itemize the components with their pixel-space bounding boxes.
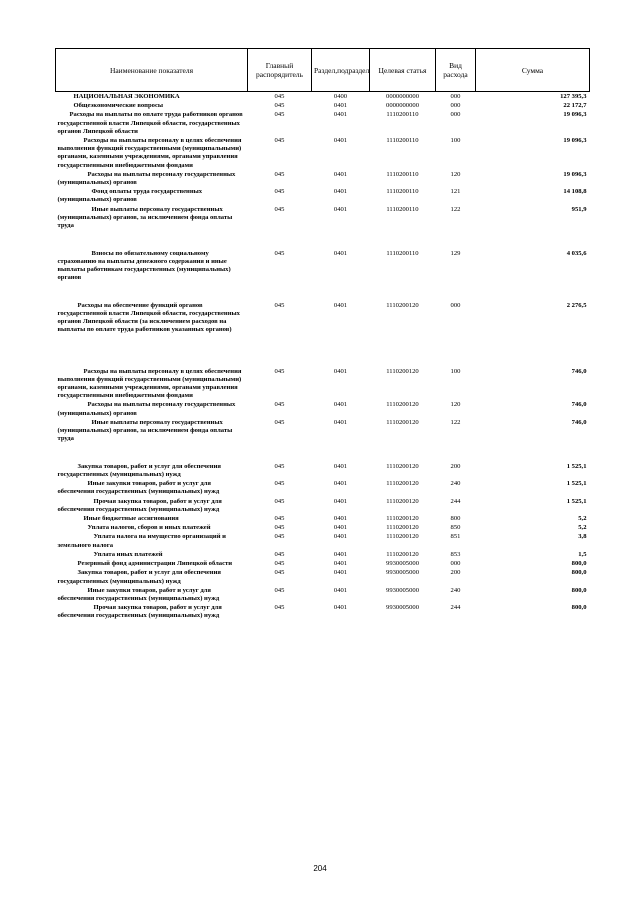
cell-sum: 1 525,1: [566, 497, 587, 505]
cell-type: 800: [450, 515, 461, 523]
cell-name: Прочая закупка товаров, работ и услуг для обеспечения государственных (муниципальных) нужд: [57, 604, 222, 620]
header-type: Вид расхода: [436, 49, 476, 92]
cell-article: 1110200120: [386, 462, 419, 470]
cell-sum: 2 276,5: [566, 301, 587, 309]
cell-sum: 127 395,3: [476, 92, 590, 102]
table-row: [56, 205, 590, 249]
cell-admin: 045: [274, 604, 285, 612]
table-row: [56, 367, 590, 401]
cell-type: 100: [450, 137, 461, 145]
cell-type: 000: [450, 102, 461, 110]
cell-admin: 045: [274, 560, 285, 568]
cell-name: Уплата налогов, сборов и иных платежей: [87, 524, 211, 532]
cell-article: 1110200110: [386, 111, 419, 119]
table-row: [56, 110, 590, 136]
table-row: [56, 514, 590, 523]
cell-sum: 746,0: [571, 418, 587, 426]
cell-type: 000: [450, 560, 461, 568]
cell-type: 122: [450, 205, 461, 213]
table-row: [56, 301, 590, 367]
cell-article: 1110200120: [386, 401, 419, 409]
cell-type: 200: [450, 569, 461, 577]
cell-name: Уплата налога на имущество организаций и земельного налога: [57, 533, 226, 549]
table-row: [56, 568, 590, 585]
cell-sum: 1 525,1: [566, 462, 587, 470]
cell-section: 0400: [312, 92, 370, 102]
cell-admin: 045: [274, 188, 285, 196]
cell-type: 121: [450, 188, 461, 196]
cell-section: 0401: [333, 515, 348, 523]
table-row: [56, 92, 590, 102]
cell-admin: 045: [274, 533, 285, 541]
cell-name: Иные выплаты персоналу государственных (муниципальных) органов, за исключением фонда оплаты труда: [57, 205, 233, 230]
cell-sum: 800,0: [571, 560, 587, 568]
cell-sum: 3,8: [578, 533, 587, 541]
cell-type: 100: [450, 367, 461, 375]
cell-article: 1110200120: [386, 550, 419, 558]
cell-article: 1110200120: [386, 367, 419, 375]
cell-sum: 19 096,3: [563, 137, 587, 145]
cell-admin: 045: [274, 497, 285, 505]
cell-name: Фонд оплаты труда государственных (муниципальных) органов: [57, 188, 203, 204]
cell-article: 0000000000: [370, 92, 436, 102]
cell-admin: 045: [274, 249, 285, 257]
cell-sum: 951,9: [571, 205, 587, 213]
table-row: [56, 170, 590, 187]
cell-article: 9930005000: [386, 569, 419, 577]
cell-sum: 746,0: [571, 401, 587, 409]
table-row: [56, 249, 590, 301]
header-article: Целевая статья: [370, 49, 436, 92]
cell-name: Расходы на выплаты персоналу государственных (муниципальных) органов: [57, 401, 236, 417]
cell-type: 000: [450, 111, 461, 119]
cell-article: 9930005000: [386, 604, 419, 612]
cell-type: 850: [450, 524, 461, 532]
cell-admin: 045: [274, 418, 285, 426]
cell-admin: 045: [274, 111, 285, 119]
cell-section: 0401: [333, 188, 348, 196]
cell-name: Взносы по обязательному социальному страхованию на выплаты денежного содержания и иные выплаты работникам государственных (муниципальных) органов: [57, 249, 231, 282]
cell-name: Расходы на обеспечение функций органов государственной власти Липецкой области, государственных органов Липецкой области (за исключением расходов на выплаты по оплате труда работников указанных органов): [57, 301, 240, 334]
table-row: [56, 523, 590, 532]
cell-section: 0401: [333, 462, 348, 470]
table-row: [56, 603, 590, 620]
cell-section: 0401: [333, 418, 348, 426]
table-header: [56, 49, 590, 92]
cell-sum: 19 096,3: [563, 111, 587, 119]
cell-article: 1110200120: [386, 533, 419, 541]
cell-sum: 1 525,1: [566, 480, 587, 488]
cell-article: 1110200120: [386, 524, 419, 532]
table-row: [56, 586, 590, 603]
cell-name: Резервный фонд администрации Липецкой области: [77, 560, 233, 568]
cell-admin: 045: [274, 401, 285, 409]
cell-section: 0401: [333, 205, 348, 213]
cell-type: 244: [450, 497, 461, 505]
cell-admin: 045: [274, 170, 285, 178]
table-row: [56, 136, 590, 170]
table-body: [56, 92, 590, 621]
cell-section: 0401: [333, 497, 348, 505]
cell-section: 0401: [333, 111, 348, 119]
cell-section: 0401: [333, 560, 348, 568]
cell-article: 1110200120: [386, 497, 419, 505]
cell-admin: 045: [274, 480, 285, 488]
table-row: [56, 550, 590, 559]
cell-article: 1110200120: [386, 480, 419, 488]
header-sum: Сумма: [476, 49, 590, 92]
table-row: [56, 462, 590, 479]
cell-sum: 4 035,6: [566, 249, 587, 257]
cell-name: Иные бюджетные ассигнования: [83, 515, 179, 523]
cell-article: 1110200120: [386, 301, 419, 309]
cell-article: 1110200110: [386, 249, 419, 257]
cell-section: 0401: [333, 569, 348, 577]
cell-admin: 045: [274, 515, 285, 523]
cell-admin: 045: [274, 586, 285, 594]
cell-name: Расходы на выплаты персоналу в целях обеспечения выполнения функций государственными (муниципальными) органами, казенными учреждениями, органами управления государственными внебюджетными фондами: [57, 137, 242, 169]
cell-article: 0000000000: [386, 102, 419, 110]
cell-type: 120: [450, 401, 461, 409]
cell-type: 851: [450, 533, 461, 541]
cell-section: 0401: [333, 367, 348, 375]
table-row: [56, 479, 590, 496]
cell-type: 120: [450, 170, 461, 178]
cell-name: Общеэкономические вопросы: [73, 102, 164, 110]
cell-name: Иные выплаты персоналу государственных (муниципальных) органов, за исключением фонда оплаты труда: [57, 418, 233, 443]
cell-type: 200: [450, 462, 461, 470]
cell-type: 122: [450, 418, 461, 426]
cell-section: 0401: [333, 137, 348, 145]
cell-article: 1110200120: [386, 515, 419, 523]
header-name: Наименование показателя: [56, 49, 248, 92]
cell-article: 1110200110: [386, 205, 419, 213]
cell-section: 0401: [333, 102, 348, 110]
cell-type: 000: [450, 301, 461, 309]
cell-type: 853: [450, 550, 461, 558]
cell-name: Закупка товаров, работ и услуг для обеспечения государственных (муниципальных) нужд: [57, 569, 221, 585]
cell-sum: 800,0: [571, 586, 587, 594]
cell-name: Расходы на выплаты персоналу государственных (муниципальных) органов: [57, 170, 236, 187]
cell-section: 0401: [333, 301, 348, 309]
cell-section: 0401: [333, 401, 348, 409]
cell-article: 1110200110: [386, 137, 419, 145]
cell-name: Прочая закупка товаров, работ и услуг для обеспечения государственных (муниципальных) нужд: [57, 497, 222, 513]
cell-section: 0401: [333, 550, 348, 558]
cell-name: Иные закупки товаров, работ и услуг для обеспечения государственных (муниципальных) нужд: [57, 586, 220, 602]
cell-admin: 045: [274, 569, 285, 577]
cell-section: 0401: [333, 604, 348, 612]
header-admin: Главный распорядитель: [248, 49, 312, 92]
header-section: Раздел,подраздел: [312, 49, 370, 92]
cell-sum: 22 172,7: [563, 102, 587, 110]
cell-sum: 14 108,8: [563, 188, 587, 196]
budget-table: [55, 48, 590, 621]
table-row: [56, 497, 590, 514]
cell-admin: 045: [248, 92, 312, 102]
table-row: [56, 400, 590, 417]
table-row: [56, 559, 590, 568]
cell-article: 1110200110: [386, 188, 419, 196]
cell-type: 240: [450, 480, 461, 488]
cell-type: 240: [450, 586, 461, 594]
cell-article: 9930005000: [386, 586, 419, 594]
table-row: [56, 532, 590, 549]
cell-section: 0401: [333, 249, 348, 257]
cell-name: Иные закупки товаров, работ и услуг для обеспечения государственных (муниципальных) нужд: [57, 480, 220, 496]
cell-admin: 045: [274, 205, 285, 213]
cell-sum: 5,2: [578, 515, 587, 523]
cell-name: Расходы на выплаты персоналу в целях обеспечения выполнения функций государственными (муниципальными) органами, казенными учреждениями, органами управления государственными внебюджетными фондами: [57, 367, 242, 400]
table-row: [56, 418, 590, 462]
cell-section: 0401: [333, 524, 348, 532]
cell-admin: 045: [274, 462, 285, 470]
cell-type: 129: [450, 249, 461, 257]
cell-sum: 800,0: [571, 604, 587, 612]
cell-sum: 800,0: [571, 569, 587, 577]
cell-section: 0401: [333, 480, 348, 488]
table-row: [56, 101, 590, 110]
cell-type: 244: [450, 604, 461, 612]
cell-sum: 5,2: [578, 524, 587, 532]
cell-article: 1110200110: [386, 170, 419, 178]
cell-name: Уплата иных платежей: [93, 550, 163, 558]
cell-sum: 19 096,3: [563, 170, 587, 178]
cell-admin: 045: [274, 367, 285, 375]
cell-admin: 045: [274, 102, 285, 110]
cell-sum: 1,5: [578, 550, 587, 558]
cell-name: Закупка товаров, работ и услуг для обеспечения государственных (муниципальных) нужд: [57, 462, 221, 479]
cell-admin: 045: [274, 301, 285, 309]
cell-name: Расходы на выплаты по оплате труда работников органов государственной власти Липецкой области, государственных органов Липецкой области: [57, 111, 243, 135]
cell-admin: 045: [274, 524, 285, 532]
page-number: 204: [313, 864, 327, 873]
cell-section: 0401: [333, 533, 348, 541]
table-row: [56, 187, 590, 204]
cell-section: 0401: [333, 170, 348, 178]
cell-article: 9930005000: [386, 560, 419, 568]
cell-type: 000: [436, 92, 476, 102]
cell-sum: 746,0: [571, 367, 587, 375]
cell-admin: 045: [274, 550, 285, 558]
cell-name: НАЦИОНАЛЬНАЯ ЭКОНОМИКА: [56, 92, 248, 102]
cell-section: 0401: [333, 586, 348, 594]
cell-article: 1110200120: [386, 418, 419, 426]
cell-admin: 045: [274, 137, 285, 145]
